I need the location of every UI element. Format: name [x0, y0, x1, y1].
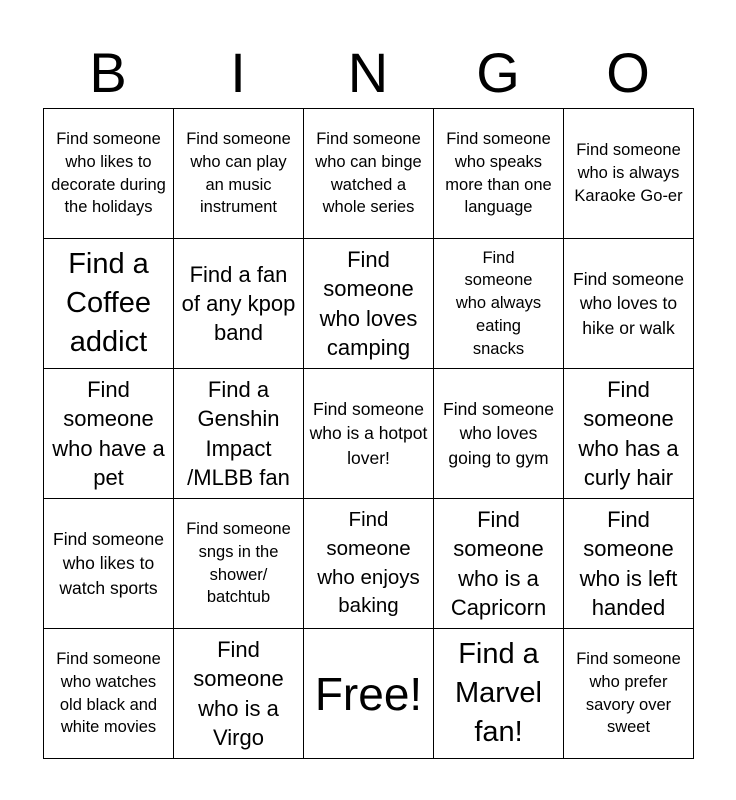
- bingo-cell[interactable]: [434, 369, 564, 499]
- bingo-cell[interactable]: [304, 239, 434, 369]
- cell-text: Find someone who loves going to gym: [443, 399, 554, 468]
- bingo-cell[interactable]: [174, 629, 304, 759]
- cell-text: Find someone who have a pet: [52, 377, 165, 490]
- header-letter-g: G: [476, 41, 520, 104]
- bingo-cell[interactable]: [434, 239, 564, 369]
- bingo-header: [43, 38, 693, 108]
- free-space-text: Free!: [314, 667, 423, 720]
- bingo-cell[interactable]: [44, 369, 174, 499]
- bingo-cell[interactable]: [564, 369, 694, 499]
- header-letter-b: B: [89, 41, 127, 104]
- bingo-cell[interactable]: [174, 369, 304, 499]
- cell-text: Find someone who can binge watched a whole series: [315, 129, 422, 217]
- cell-text: Find someone who loves camping: [319, 247, 418, 360]
- cell-text: Find someone who speaks more than one language: [445, 129, 552, 217]
- cell-text: Find a fan of any kpop band: [181, 261, 296, 346]
- cell-text: Find someone who is a hotpot lover!: [309, 399, 428, 468]
- bingo-cell[interactable]: [174, 499, 304, 629]
- header-letter-o: O: [606, 41, 650, 104]
- cell-text: Find someone who has a curly hair: [578, 377, 679, 490]
- bingo-cell[interactable]: [174, 239, 304, 369]
- cell-text: Find someone who likes to watch sports: [53, 529, 164, 598]
- cell-text: Find someone who watches old black and white movies: [56, 649, 161, 737]
- bingo-cell[interactable]: [44, 499, 174, 629]
- bingo-cell[interactable]: [564, 239, 694, 369]
- cell-text: Find a Marvel fan!: [454, 637, 542, 749]
- bingo-cell[interactable]: [44, 109, 174, 239]
- cell-text: Find someone who always eating snacks: [455, 248, 542, 358]
- cell-text: Find someone who is a Virgo: [193, 637, 284, 750]
- cell-text: Find someone who is left handed: [579, 507, 678, 620]
- bingo-cell[interactable]: [564, 109, 694, 239]
- cell-text: Find someone who is a Capricorn: [450, 507, 547, 620]
- cell-text: Find someone who likes to decorate during the holidays: [51, 129, 166, 217]
- bingo-cell[interactable]: [434, 499, 564, 629]
- bingo-cell[interactable]: [564, 499, 694, 629]
- bingo-cell[interactable]: [564, 629, 694, 759]
- bingo-cell[interactable]: [44, 629, 174, 759]
- cell-text: Find a Coffee addict: [66, 248, 151, 358]
- bingo-cell[interactable]: [434, 109, 564, 239]
- cell-text: Find someone who is always Karaoke Go-er: [574, 141, 683, 205]
- bingo-cell-free[interactable]: [304, 629, 434, 759]
- cell-text: Find someone who enjoys baking: [317, 508, 420, 618]
- bingo-card: [43, 108, 694, 759]
- cell-text: Find someone who can play an music instrument: [186, 129, 291, 217]
- bingo-cell[interactable]: [174, 109, 304, 239]
- bingo-cell[interactable]: [434, 629, 564, 759]
- cell-text: Find someone sngs in the shower/ batchtub: [186, 519, 291, 607]
- cell-text: Find a Genshin Impact /MLBB fan: [187, 377, 290, 490]
- cell-text: Find someone who prefer savory over sweet: [576, 649, 681, 737]
- cell-text: Find someone who loves to hike or walk: [573, 269, 684, 338]
- header-letter-i: I: [230, 41, 246, 104]
- bingo-cell[interactable]: [304, 109, 434, 239]
- bingo-cell[interactable]: [304, 369, 434, 499]
- bingo-cell[interactable]: [304, 499, 434, 629]
- bingo-cell[interactable]: [44, 239, 174, 369]
- header-letter-n: N: [347, 41, 389, 104]
